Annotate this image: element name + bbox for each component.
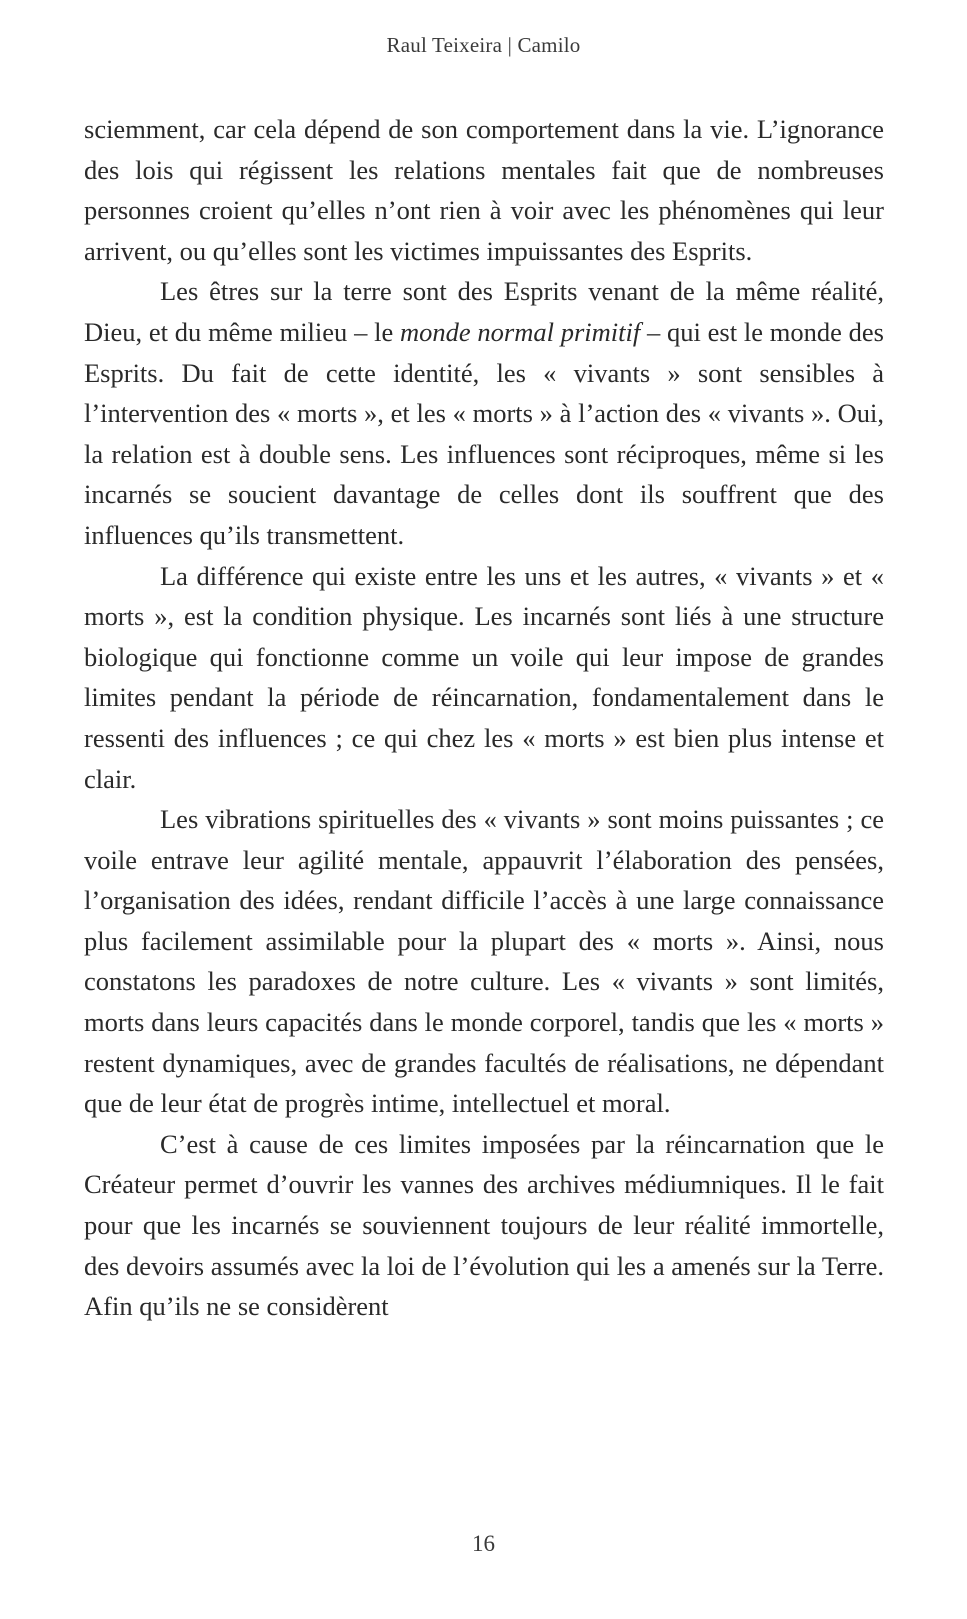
paragraph-3-text: La différence qui existe entre les uns et les autres, « vivants » et « morts », est la condition physique. Les incarnés sont liés à une structure biologique qui fonctionne comme un voile qui leur impose de grandes limites pendant la période de réincarnation, fondamentalement dans le ressenti des influences ; ce qui chez les « morts » est bien plus intense et clair. [84, 560, 884, 794]
paragraph-5-text: C’est à cause de ces limites imposées par la réincarnation que le Créateur permet d’ouvrir les vannes des archives médiumniques. Il le fait pour que les incarnés se souviennent toujours de leur réalité immortelle, des devoirs assumés avec la loi de l’évolution qui les a amenés sur la Terre. Afin qu’ils ne se considèrent [84, 1128, 884, 1322]
body-text [84, 109, 884, 1327]
paragraph-2-text-b: – qui est le monde des Esprits. Du fait de cette identité, les « vivants » sont sensibles à l’intervention des « morts », et les « morts » à l’action des « vivants ». Oui, la relation est à double sens. Les influences sont réciproques, même si les incarnés se soucient davantage de celles dont ils souffrent que des influences qu’ils transmettent. [84, 316, 884, 550]
paragraph-5 [84, 1124, 884, 1327]
paragraph-2 [84, 271, 884, 555]
paragraph-4 [84, 799, 884, 1124]
paragraph-1 [84, 109, 884, 271]
running-head: Raul Teixeira | Camilo [386, 33, 581, 57]
paragraph-1-text: sciemment, car cela dépend de son comportement dans la vie. L’ignorance des lois qui régissent les relations mentales fait que de nombreuses personnes croient qu’elles n’ont rien à voir avec les phénomènes qui leur arrivent, ou qu’elles sont les victimes impuissantes des Esprits. [84, 114, 884, 266]
paragraph-2-text-a: Les êtres sur la terre sont des Esprits venant de la même réalité, Dieu, et du même milieu – le [84, 276, 884, 347]
page-number: 16 [472, 1531, 495, 1556]
paragraph-3 [84, 556, 884, 800]
paragraph-2-italic-term: monde normal primitif [399, 316, 641, 347]
paragraph-4-text: Les vibrations spirituelles des « vivants » sont moins puissantes ; ce voile entrave leur agilité mentale, appauvrit l’élaboration des pensées, l’organisation des idées, rendant difficile l’accès à une large connaissance plus facilement assimilable pour la plupart des « morts ». Ainsi, nous constatons les paradoxes de notre culture. Les « vivants » sont limités, morts dans leurs capacités dans le monde corporel, tandis que les « morts » restent dynamiques, avec de grandes facultés de réalisations, ne dépendant que de leur état de progrès intime, intellectuel et moral. [84, 804, 884, 1119]
